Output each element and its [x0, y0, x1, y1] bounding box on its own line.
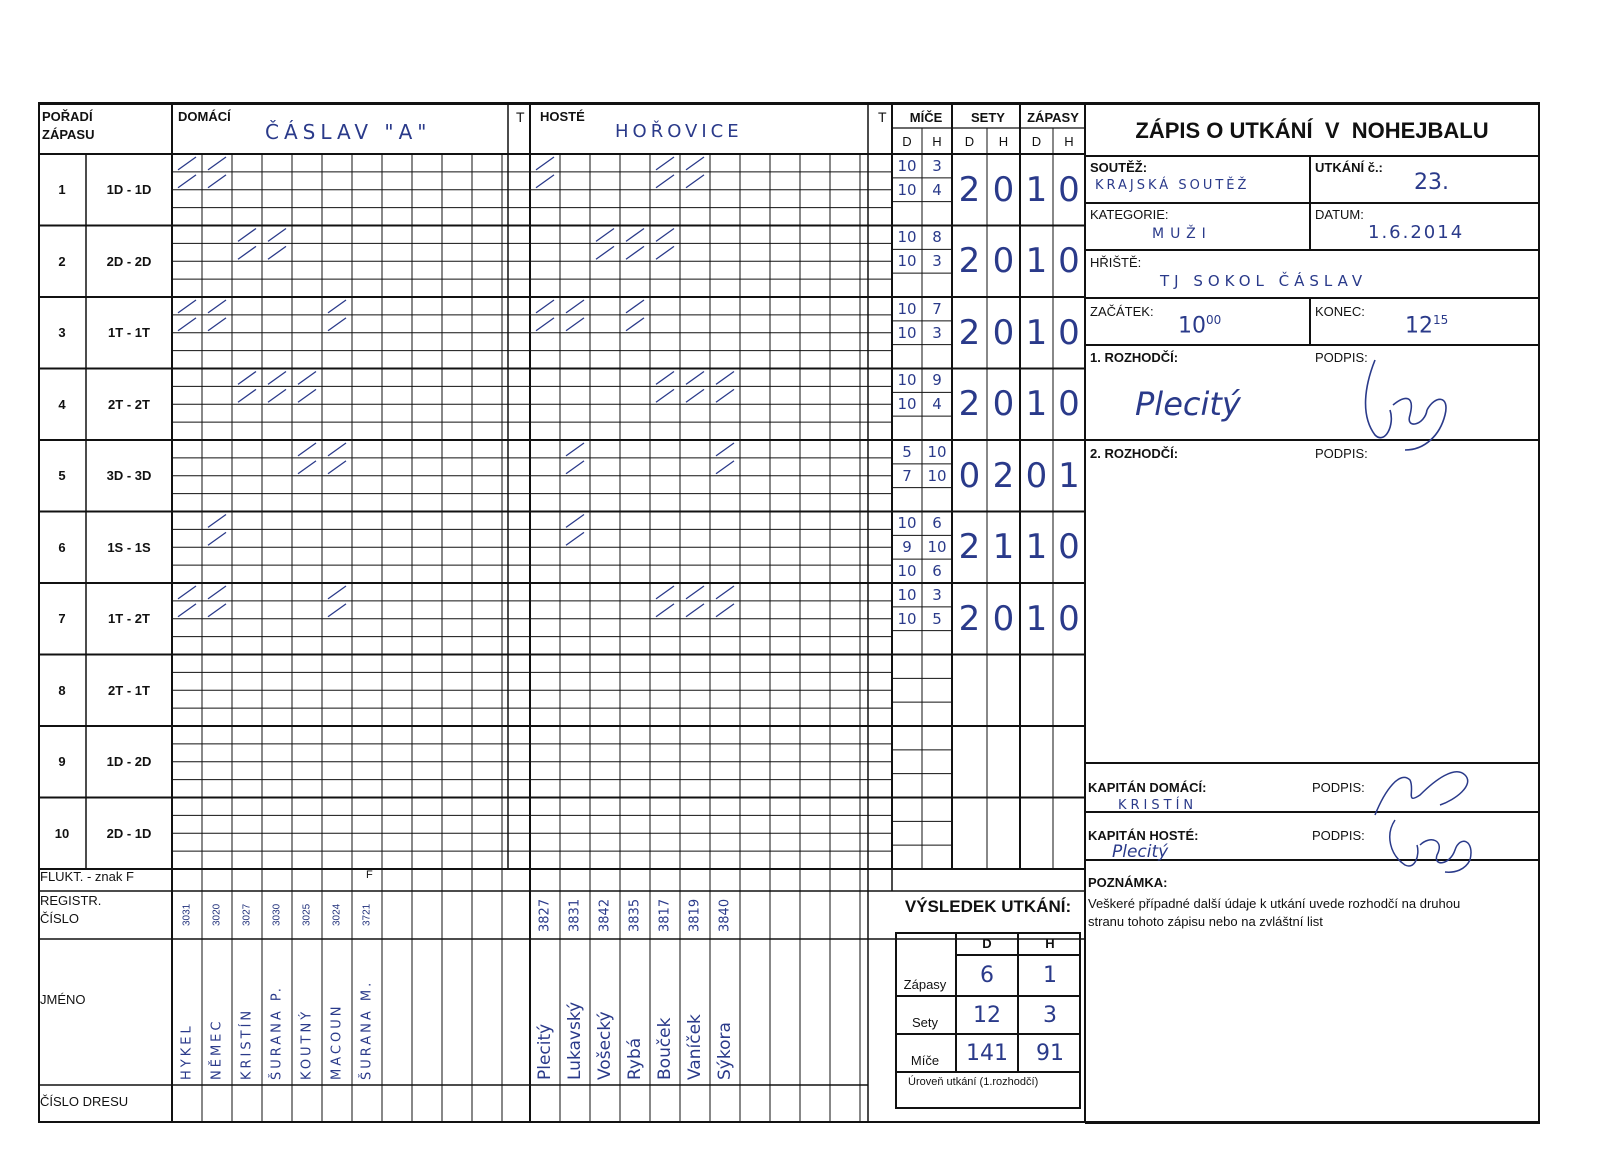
podpis2-label: PODPIS:: [1315, 446, 1368, 461]
zacatek-value: [1178, 313, 1221, 338]
rozhodci1-label: 1. ROZHODČÍ:: [1090, 350, 1179, 365]
sets-h: 0: [992, 598, 1015, 639]
player-reg-number: 3020: [211, 903, 223, 927]
result-title: VÝSLEDEK UTKÁNÍ:: [904, 897, 1072, 916]
result-value-h: 3: [1017, 997, 1081, 1035]
ball-score-h: 3: [932, 323, 942, 342]
kapitan-hoste-label: KAPITÁN HOSTÉ:: [1088, 828, 1199, 843]
zacatek-hour: 10: [1178, 313, 1206, 339]
match-number: 5: [58, 468, 66, 484]
games-h: 0: [1058, 598, 1080, 639]
player-name: Vošecký: [595, 1011, 615, 1080]
result-row-label: Míče: [895, 1035, 955, 1073]
sets-d: [952, 798, 987, 870]
ball-score-d: 10: [897, 252, 917, 271]
match-type: 2T - 2T: [108, 396, 150, 412]
player-name: Sýkora: [715, 1022, 735, 1080]
games-d: 1: [1025, 169, 1048, 210]
ball-score-h: 4: [932, 395, 942, 414]
games-h: 0: [1058, 312, 1080, 353]
sets-h: [987, 655, 1020, 727]
registr-label-1: REGISTR.: [40, 893, 102, 908]
rozhodci1-value: Plecitý: [1135, 385, 1241, 423]
ball-score-d: 10: [897, 514, 917, 533]
sets-d: 2: [958, 598, 981, 639]
sets-h: 1: [992, 527, 1015, 568]
ball-score-h: 10: [927, 442, 947, 461]
sets-d: 0: [958, 455, 981, 496]
match-number: 4: [58, 396, 66, 412]
games-d: 1: [1025, 312, 1048, 353]
result-value-d: 141: [955, 1035, 1017, 1073]
zacatek-minutes: 00: [1206, 313, 1222, 327]
ball-score-d: 10: [897, 156, 917, 175]
soutez-value: KRAJSKÁ SOUTĚŽ: [1095, 178, 1250, 193]
match-type: 2D - 2D: [106, 253, 152, 269]
ball-score-d: 10: [897, 371, 917, 390]
flukt-mark: F: [366, 869, 373, 881]
games-d: 0: [1025, 455, 1048, 496]
ball-score-h: 9: [932, 371, 942, 390]
ball-score-d: 9: [902, 538, 912, 557]
ball-score-d: 10: [897, 395, 917, 414]
podpis4-label: PODPIS:: [1312, 828, 1365, 843]
result-value-d: 12: [955, 997, 1017, 1035]
sets-d: 2: [958, 241, 981, 282]
jmeno-label: JMÉNO: [40, 992, 86, 1007]
games-h: 0: [1058, 527, 1080, 568]
player-name: Bouček: [655, 1017, 675, 1080]
games-h: 1: [1058, 455, 1080, 496]
hriste-value: TJ SOKOL ČÁSLAV: [1160, 272, 1368, 290]
ball-score-h: 3: [932, 156, 942, 175]
match-number: 9: [58, 754, 66, 770]
player-reg-number: 3030: [271, 903, 283, 927]
zapasy-header: ZÁPASY: [1027, 109, 1079, 125]
form-title: ZÁPIS O UTKÁNÍ V NOHEJBALU: [1135, 118, 1489, 143]
player-reg-number: 3827: [537, 898, 553, 932]
player-reg-number: 3842: [597, 898, 613, 932]
match-type: 3D - 3D: [106, 468, 152, 484]
match-type: 1S - 1S: [107, 539, 151, 555]
match-number: 10: [54, 825, 70, 841]
datum-value: 1.6.2014: [1368, 222, 1465, 243]
zacatek-label: ZAČÁTEK:: [1090, 304, 1154, 319]
match-number: 7: [58, 611, 66, 627]
player-name: Rybá: [625, 1037, 645, 1080]
player-reg-number: 3819: [687, 898, 703, 932]
player-name: NĚMEC: [209, 1018, 225, 1080]
header-mice-d: D: [902, 133, 912, 149]
ball-score-d: 10: [897, 562, 917, 581]
header-sety-h: H: [998, 133, 1009, 149]
games-d: 1: [1025, 527, 1048, 568]
flukt-label: FLUKT. - znak F: [40, 869, 134, 884]
player-reg-number: 3831: [567, 898, 583, 932]
ball-score-h: 3: [932, 252, 942, 271]
sets-h: [987, 798, 1020, 870]
mice-header: MÍČE: [909, 109, 943, 125]
rozhodci2-label: 2. ROZHODČÍ:: [1090, 446, 1179, 461]
games-h: [1053, 655, 1085, 727]
kategorie-label: KATEGORIE:: [1090, 207, 1169, 222]
ball-score-h: 6: [932, 562, 942, 581]
player-reg-number: 3024: [331, 903, 343, 927]
match-type: 1D - 2D: [106, 754, 152, 770]
soutez-label: SOUTĚŽ:: [1090, 160, 1148, 175]
player-name: MACOUN: [329, 1003, 345, 1080]
kategorie-value: MUŽI: [1152, 226, 1212, 242]
konec-label: KONEC:: [1315, 304, 1365, 319]
match-type: 1T - 1T: [108, 325, 150, 341]
sets-h: 0: [992, 312, 1015, 353]
konec-value: [1405, 313, 1448, 338]
games-h: 0: [1058, 241, 1080, 282]
sets-d: [952, 726, 987, 798]
player-reg-number: 3835: [627, 898, 643, 932]
rozhodci1-signature: [1355, 355, 1465, 455]
kapitan-domaci-value: KRISTÍN: [1118, 798, 1198, 813]
zapasu-label: ZÁPASU: [42, 127, 95, 142]
ball-score-h: 10: [927, 538, 947, 557]
match-number: 1: [58, 182, 66, 198]
player-name: HYKEL: [179, 1023, 195, 1080]
result-header-d: D: [955, 932, 1017, 956]
kapitan-domaci-label: KAPITÁN DOMÁCÍ:: [1088, 780, 1207, 795]
konec-minutes: 15: [1433, 313, 1449, 327]
player-reg-number: 3817: [657, 898, 673, 932]
kapitan-hoste-signature: [1375, 815, 1495, 875]
konec-hour: 12: [1405, 313, 1433, 339]
sets-h: 0: [992, 169, 1015, 210]
match-type: 1T - 2T: [108, 611, 150, 627]
registr-label-2: ČÍSLO: [40, 911, 80, 926]
sety-header: SETY: [971, 109, 1005, 125]
uroven-label: Úroveň utkání (1.rozhodčí): [908, 1076, 1039, 1088]
header-zapasy-d: D: [1031, 133, 1042, 149]
sets-d: 2: [958, 384, 981, 425]
result-row-label: Sety: [895, 997, 955, 1035]
ball-score-h: 3: [932, 585, 942, 604]
match-number: 6: [58, 539, 66, 555]
ball-score-d: 7: [902, 466, 912, 485]
games-d: 1: [1025, 384, 1048, 425]
player-name: ŠURANA P.: [269, 985, 285, 1080]
hoste-header: HOSTÉ: [540, 109, 585, 124]
home-team-name: ČÁSLAV "A": [265, 120, 432, 144]
games-h: 0: [1058, 384, 1080, 425]
header-zapasy-h: H: [1064, 133, 1074, 149]
ball-score-d: 10: [897, 228, 917, 247]
player-reg-number: 3031: [181, 903, 193, 927]
games-d: 1: [1025, 241, 1048, 282]
player-reg-number: 3840: [717, 898, 733, 932]
sets-h: 0: [992, 241, 1015, 282]
ball-score-h: 4: [932, 180, 942, 199]
sets-d: [952, 655, 987, 727]
utkani-label: UTKÁNÍ č.:: [1315, 160, 1383, 175]
t-header-away: T: [878, 109, 887, 125]
sets-h: 0: [992, 384, 1015, 425]
result-value-h: 1: [1017, 956, 1081, 997]
ball-score-d: 10: [897, 180, 917, 199]
player-name: Lukavský: [565, 1001, 585, 1080]
games-h: [1053, 798, 1085, 870]
ball-score-d: 10: [897, 585, 917, 604]
result-header-h: H: [1017, 932, 1081, 956]
domaci-header: DOMÁCÍ: [178, 109, 231, 124]
player-reg-number: 3027: [241, 903, 253, 927]
sets-d: 2: [958, 527, 981, 568]
result-row-label: Zápasy: [895, 956, 955, 997]
ball-score-h: 6: [932, 514, 942, 533]
player-name: Vaníček: [685, 1014, 705, 1080]
kapitan-domaci-signature: [1365, 760, 1485, 820]
match-type: 2T - 1T: [108, 682, 150, 698]
ball-score-h: 7: [932, 299, 942, 318]
poznamka-text: Veškeré případné další údaje k utkání uvede rozhodčí na druhou stranu tohoto zápisu nebo na zvláštní list: [1088, 896, 1461, 929]
games-d: [1020, 726, 1053, 798]
registr-label: [40, 892, 101, 928]
podpis3-label: PODPIS:: [1312, 780, 1365, 795]
player-name: ŠURANA M.: [359, 979, 375, 1080]
match-number: 3: [58, 325, 66, 341]
games-d: [1020, 655, 1053, 727]
result-value-h: 91: [1017, 1035, 1081, 1073]
match-type: 2D - 1D: [106, 825, 152, 841]
ball-score-d: 5: [902, 442, 912, 461]
cislo-dresu-label: ČÍSLO DRESU: [40, 1094, 129, 1109]
games-h: [1053, 726, 1085, 798]
header-mice-h: H: [932, 133, 942, 149]
hriste-label: HŘIŠTĚ:: [1090, 255, 1142, 270]
poradi-label: POŘADÍ: [42, 109, 93, 124]
games-d: [1020, 798, 1053, 870]
match-type: 1D - 1D: [106, 182, 152, 198]
player-name: Plecitý: [535, 1023, 555, 1080]
ball-score-h: 5: [932, 609, 942, 628]
result-value-d: 6: [955, 956, 1017, 997]
player-reg-number: 3721: [361, 903, 373, 927]
podpis1-label: PODPIS:: [1315, 350, 1368, 365]
sets-d: 2: [958, 169, 981, 210]
match-number: 2: [58, 253, 66, 269]
ball-score-h: 8: [932, 228, 942, 247]
ball-score-d: 10: [897, 609, 917, 628]
ball-score-h: 10: [927, 466, 947, 485]
poznamka-label: POZNÁMKA:: [1088, 875, 1168, 890]
kapitan-hoste-value: Plecitý: [1112, 842, 1169, 862]
match-number: 8: [58, 682, 66, 698]
sets-d: 2: [958, 312, 981, 353]
sets-h: [987, 726, 1020, 798]
player-name: KRISTÍN: [239, 1007, 255, 1080]
ball-score-d: 10: [897, 299, 917, 318]
player-reg-number: 3025: [301, 903, 313, 927]
games-d: 1: [1025, 598, 1048, 639]
datum-label: DATUM:: [1315, 207, 1364, 222]
sets-h: 2: [992, 455, 1015, 496]
player-name: KOUTNÝ: [299, 1008, 315, 1080]
games-h: 0: [1058, 169, 1080, 210]
header-sety-d: D: [964, 133, 975, 149]
t-header-home: T: [516, 109, 525, 125]
poradi-header: [42, 108, 94, 144]
utkani-value: 23.: [1414, 170, 1449, 195]
away-team-name: HOŘOVICE: [615, 121, 743, 142]
ball-score-d: 10: [897, 323, 917, 342]
